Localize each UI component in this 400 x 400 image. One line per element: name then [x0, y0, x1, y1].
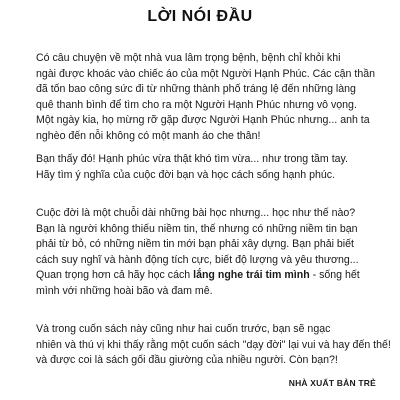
text-segment: - sống hết [309, 269, 360, 282]
text-line: và được coi là sách gối đầu giường của nhiều người. Còn bạn?! [36, 354, 338, 367]
text-line: cách suy nghĩ và hành động tích cực, biết độ lượng và yêu thương... [36, 253, 359, 266]
text-line: Một ngày kia, họ mừng rỡ gặp được Người Hạnh Phúc nhưng... anh ta [36, 114, 370, 127]
publisher-name: NHÀ XUẤT BẢN TRẺ [288, 378, 376, 388]
emphasis-text: lắng nghe trái tim mình [193, 269, 310, 282]
text-line: nghèo đến nỗi không có một manh áo che thân! [36, 129, 261, 142]
text-line: quê thanh bình để tìm cho ra một Người Hạnh Phúc nhưng vô vọng. [36, 98, 357, 111]
paragraph-4 [36, 322, 391, 369]
text-line: đã tốn bao công sức đi từ những thành phố tráng lệ đến những làng [36, 83, 356, 96]
text-line: Có câu chuyện về một nhà vua lâm trọng bệnh, bệnh chỉ khỏi khi [36, 52, 341, 64]
text-line: Cuộc đời là một chuỗi dài những bài học nhưng... học như thế nào? [36, 207, 356, 219]
page-title: LỜI NÓI ĐẦU [147, 8, 253, 25]
text-line: Bạn là người không thiếu niềm tin, thế nhưng có những niềm tin bạn [36, 222, 358, 235]
text-line: Hãy tìm ý nghĩa của cuộc đời bạn và học cách sống hạnh phúc. [36, 168, 336, 181]
text-line-mixed [36, 268, 376, 284]
text-line: Bạn thấy đó! Hạnh phúc vừa thật khó tìm vừa... như trong tầm tay. [36, 153, 348, 165]
text-line: mình với những hoài bão và đam mê. [36, 284, 213, 297]
text-line: phải từ bỏ, có những niềm tin mới bạn phải xây dựng. Bạn phải biết [36, 238, 354, 251]
text-line: ngài được khoác vào chiếc áo của một Người Hạnh Phúc. Các cận thần [36, 67, 376, 80]
paragraph-2 [36, 152, 376, 183]
text-segment: Quan trọng hơn cả hãy học cách [36, 269, 194, 282]
text-line: Và trong cuốn sách này cũng như hai cuốn trước, bạn sẽ ngạc [36, 323, 331, 335]
text-line: nhiên và thú vị khi thấy rằng một cuốn sách "dạy đời" lại vui và hay đến thế! [36, 338, 391, 351]
paragraph-1 [36, 51, 376, 145]
paragraph-3 [36, 206, 376, 300]
